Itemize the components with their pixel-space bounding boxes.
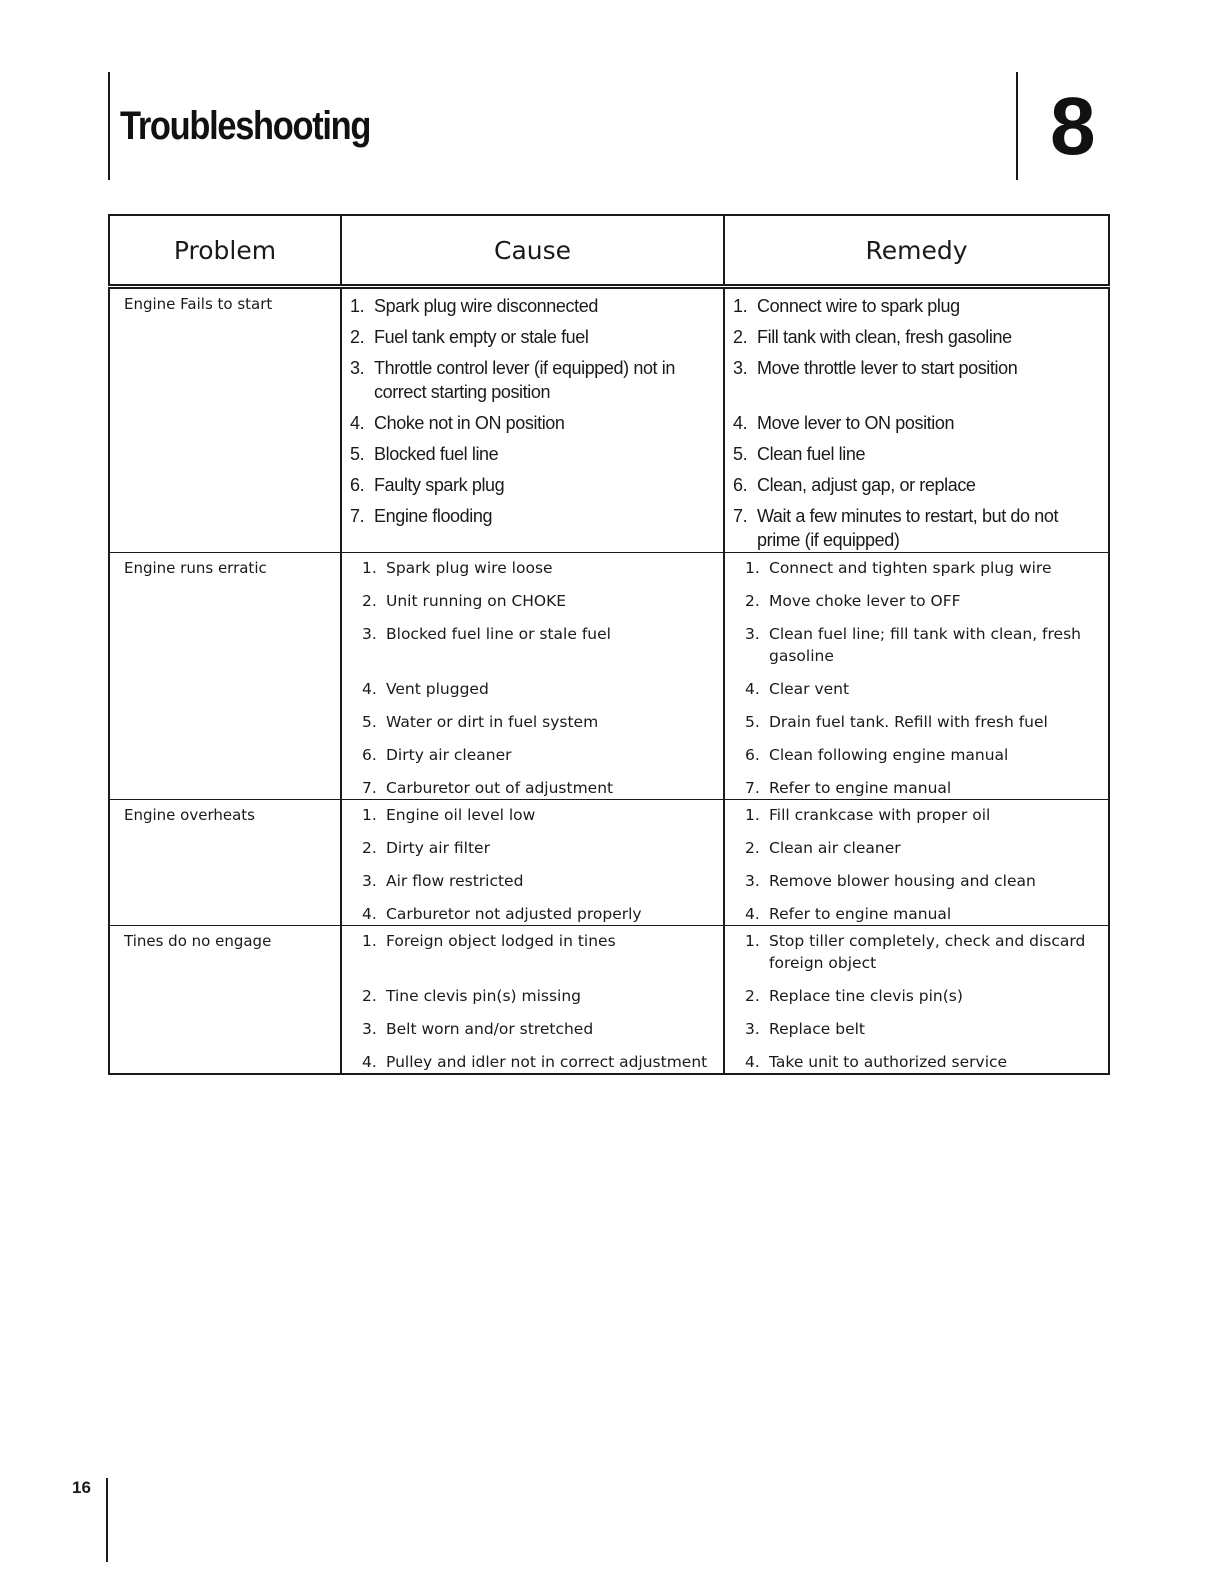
remedy-cell [724, 926, 1109, 1075]
item-number: 4. [745, 680, 760, 698]
chapter-number: 8 [1050, 81, 1096, 172]
item-text: Clean fuel line [757, 444, 866, 464]
list-item [350, 411, 713, 442]
list-item [362, 711, 713, 744]
cause-list [342, 289, 723, 528]
item-number: 2. [745, 987, 760, 1005]
list-item [362, 870, 713, 903]
item-text: Spark plug wire loose [386, 559, 553, 577]
item-number: 3. [733, 358, 748, 378]
list-item [745, 930, 1098, 985]
item-number: 4. [350, 413, 365, 433]
item-text: Remove blower housing and clean [769, 872, 1036, 890]
problem-cell: Tines do no engage [109, 926, 341, 1075]
item-number: 3. [745, 625, 760, 643]
remedy-list [725, 800, 1108, 925]
item-number: 7. [350, 506, 365, 526]
item-number: 6. [350, 475, 365, 495]
item-text: Move choke lever to OFF [769, 592, 961, 610]
item-text: Refer to engine manual [769, 905, 952, 923]
item-text: Carburetor not adjusted properly [386, 905, 642, 923]
remedy-list [725, 289, 1108, 552]
list-item [733, 325, 1098, 356]
item-text: Fuel tank empty or stale fuel [374, 327, 589, 347]
list-item [733, 294, 1098, 325]
item-number: 4. [362, 1053, 377, 1071]
item-number: 4. [745, 1053, 760, 1071]
list-item [362, 985, 713, 1018]
title-rule [108, 72, 110, 180]
item-text: Carburetor out of adjustment [386, 779, 614, 797]
item-text: Clean air cleaner [769, 839, 901, 857]
item-number: 1. [362, 932, 377, 950]
item-number: 4. [733, 413, 748, 433]
item-text: Clean, adjust gap, or replace [757, 475, 976, 495]
list-item [745, 777, 1098, 799]
list-item [362, 590, 713, 623]
item-text: Dirty air cleaner [386, 746, 512, 764]
item-number: 2. [362, 592, 377, 610]
cause-cell [341, 800, 724, 926]
page-title: Troubleshooting [120, 104, 371, 148]
item-text: Tine clevis pin(s) missing [386, 987, 582, 1005]
item-text: Engine flooding [374, 506, 493, 526]
item-number: 1. [362, 806, 377, 824]
item-number: 6. [733, 475, 748, 495]
item-text: Drain fuel tank. Refill with fresh fuel [769, 713, 1048, 731]
table-header-row [109, 215, 1109, 287]
list-item [362, 744, 713, 777]
table-row [109, 800, 1109, 926]
item-number: 1. [733, 296, 748, 316]
list-item [362, 1051, 713, 1073]
item-number: 1. [350, 296, 365, 316]
list-item [745, 711, 1098, 744]
item-number: 3. [350, 358, 365, 378]
problem-cell: Engine runs erratic [109, 553, 341, 800]
list-item [745, 590, 1098, 623]
item-number: 7. [733, 506, 748, 526]
item-text: Clean fuel line; fill tank with clean, fresh gasoline [769, 625, 1081, 665]
item-text: Spark plug wire disconnected [374, 296, 598, 316]
item-number: 3. [362, 872, 377, 890]
item-number: 4. [362, 680, 377, 698]
remedy-cell [724, 553, 1109, 800]
list-item [350, 473, 713, 504]
problem-cell: Engine overheats [109, 800, 341, 926]
list-item [362, 777, 713, 799]
item-text: Replace tine clevis pin(s) [769, 987, 963, 1005]
item-number: 5. [362, 713, 377, 731]
item-number: 2. [362, 839, 377, 857]
list-item [362, 678, 713, 711]
list-item [745, 1018, 1098, 1051]
item-text: Fill crankcase with proper oil [769, 806, 991, 824]
item-text: Connect wire to spark plug [757, 296, 960, 316]
list-item [362, 837, 713, 870]
item-text: Blocked fuel line or stale fuel [386, 625, 611, 643]
list-item [350, 504, 713, 528]
list-item [362, 557, 713, 590]
item-number: 3. [745, 872, 760, 890]
item-text: Foreign object lodged in tines [386, 932, 616, 950]
list-item [362, 930, 713, 985]
list-item [350, 356, 713, 411]
item-number: 7. [362, 779, 377, 797]
list-item [350, 294, 713, 325]
table-row [109, 926, 1109, 1075]
cause-list [342, 553, 723, 799]
list-item [745, 870, 1098, 903]
item-number: 5. [350, 444, 365, 464]
item-text: Refer to engine manual [769, 779, 952, 797]
item-number: 4. [745, 905, 760, 923]
item-text: Clear vent [769, 680, 850, 698]
item-text: Pulley and idler not in correct adjustment [386, 1053, 708, 1071]
list-item [745, 985, 1098, 1018]
list-item [745, 678, 1098, 711]
item-text: Choke not in ON position [374, 413, 565, 433]
item-text: Unit running on CHOKE [386, 592, 567, 610]
item-text: Water or dirt in fuel system [386, 713, 599, 731]
item-number: 5. [733, 444, 748, 464]
item-text: Take unit to authorized service [769, 1053, 1008, 1071]
remedy-list [725, 926, 1108, 1073]
list-item [733, 442, 1098, 473]
list-item [362, 804, 713, 837]
item-number: 2. [350, 327, 365, 347]
item-text: Belt worn and/or stretched [386, 1020, 594, 1038]
item-number: 2. [745, 592, 760, 610]
list-item [733, 356, 1098, 411]
list-item [733, 411, 1098, 442]
item-number: 5. [745, 713, 760, 731]
item-text: Throttle control lever (if equipped) not in correct starting position [374, 358, 675, 402]
table-row [109, 553, 1109, 800]
item-text: Move throttle lever to start position [757, 358, 1018, 378]
column-header-cause: Cause [341, 215, 724, 287]
list-item [745, 903, 1098, 925]
item-number: 6. [362, 746, 377, 764]
item-number: 1. [362, 559, 377, 577]
cause-list [342, 800, 723, 925]
item-text: Move lever to ON position [757, 413, 955, 433]
item-text: Engine oil level low [386, 806, 536, 824]
list-item [362, 903, 713, 925]
column-header-remedy: Remedy [724, 215, 1109, 287]
list-item [350, 325, 713, 356]
item-number: 1. [745, 806, 760, 824]
page-number: 16 [72, 1478, 91, 1497]
list-item [362, 1018, 713, 1051]
item-text: Replace belt [769, 1020, 865, 1038]
item-text: Wait a few minutes to restart, but do not prime (if equipped) [757, 506, 1059, 550]
item-number: 7. [745, 779, 760, 797]
item-text: Vent plugged [386, 680, 489, 698]
list-item [733, 504, 1098, 552]
item-number: 4. [362, 905, 377, 923]
remedy-cell [724, 287, 1109, 553]
item-number: 3. [745, 1020, 760, 1038]
list-item [745, 804, 1098, 837]
problem-cell: Engine Fails to start [109, 287, 341, 553]
list-item [733, 473, 1098, 504]
remedy-cell [724, 800, 1109, 926]
item-text: Clean following engine manual [769, 746, 1009, 764]
list-item [745, 744, 1098, 777]
cause-cell [341, 287, 724, 553]
list-item [350, 442, 713, 473]
cause-cell [341, 553, 724, 800]
list-item [745, 1051, 1098, 1073]
item-text: Faulty spark plug [374, 475, 505, 495]
table-body [109, 287, 1109, 1075]
list-item [745, 623, 1098, 678]
column-header-problem: Problem [109, 215, 341, 287]
chapter-rule [1016, 72, 1018, 180]
item-text: Stop tiller completely, check and discard foreign object [769, 932, 1086, 972]
item-number: 3. [362, 1020, 377, 1038]
item-text: Air flow restricted [386, 872, 524, 890]
item-number: 2. [733, 327, 748, 347]
table-row [109, 287, 1109, 553]
item-text: Dirty air filter [386, 839, 490, 857]
troubleshooting-table [108, 214, 1110, 1075]
remedy-list [725, 553, 1108, 799]
list-item [745, 557, 1098, 590]
list-item [362, 623, 713, 678]
item-number: 2. [362, 987, 377, 1005]
item-text: Fill tank with clean, fresh gasoline [757, 327, 1012, 347]
item-number: 1. [745, 932, 760, 950]
item-text: Blocked fuel line [374, 444, 499, 464]
item-number: 1. [745, 559, 760, 577]
cause-list [342, 926, 723, 1073]
item-number: 6. [745, 746, 760, 764]
list-item [745, 837, 1098, 870]
item-number: 3. [362, 625, 377, 643]
item-number: 2. [745, 839, 760, 857]
cause-cell [341, 926, 724, 1075]
item-text: Connect and tighten spark plug wire [769, 559, 1052, 577]
footer-rule [106, 1478, 108, 1562]
